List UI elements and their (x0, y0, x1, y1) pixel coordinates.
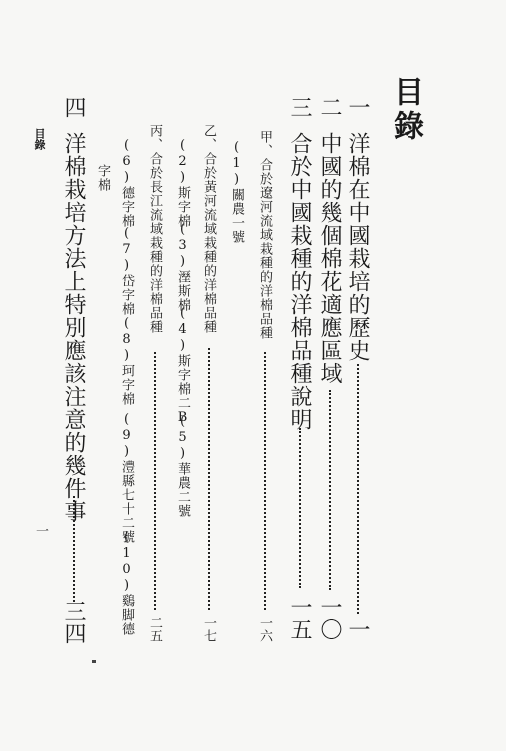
section-b-leader (208, 348, 210, 610)
chapter-4-title: 洋棉栽培方法上特別應該注意的幾件事 (61, 132, 86, 523)
variety-5: (5)華農二號 (175, 414, 190, 518)
folio: 一 (33, 524, 48, 538)
section-a-leader (264, 352, 266, 610)
variety-8: (8)珂字棉 (119, 316, 134, 406)
chapter-2-number: 二 (317, 96, 342, 118)
variety-10: (10)鷄脚德 (119, 530, 134, 636)
variety-6: (6)德字棉 (119, 138, 134, 228)
chapter-2-title: 中國的幾個棉花適應區域 (317, 132, 342, 385)
chapter-2-page: 一〇 (317, 596, 342, 640)
chapter-3-leader (299, 428, 301, 588)
chapter-4-number: 四 (61, 96, 86, 118)
variety-7: (7)岱字棉 (119, 226, 134, 316)
section-a-label: 甲、合於遼河流域栽種的洋棉品種 (257, 130, 272, 340)
variety-10-continuation: 字棉 (95, 164, 110, 192)
chapter-1-leader (357, 364, 359, 614)
chapter-1-page: 一 (345, 618, 370, 640)
page-title: 目錄 (388, 76, 423, 144)
chapter-3-number: 三 (287, 96, 312, 118)
chapter-3-page: 一五 (287, 596, 312, 640)
print-mark (92, 660, 96, 663)
section-b-page: 一七 (201, 616, 216, 642)
section-a-page: 一六 (257, 616, 272, 642)
variety-3: (3)溼斯棉 (175, 222, 190, 312)
chapter-1-number: 一 (345, 96, 370, 118)
chapter-1-title: 洋棉在中國栽培的歷史 (345, 132, 370, 362)
variety-4: (4)斯字棉二B (175, 306, 190, 426)
section-c-label: 丙、合於長江流域栽種的洋棉品種 (147, 124, 162, 334)
chapter-4-page: 三四 (61, 600, 86, 644)
chapter-4-leader (73, 496, 75, 602)
variety-9: (9)澧縣七十二號 (119, 412, 134, 544)
chapter-3-title: 合於中國栽種的洋棉品種說明 (287, 132, 312, 431)
running-head: 目錄 (33, 128, 46, 150)
section-b-label: 乙、合於黃河流域栽種的洋棉品種 (201, 124, 216, 334)
section-c-page: 二五 (147, 616, 162, 642)
variety-2: (2)斯字棉 (175, 138, 190, 228)
section-c-leader (154, 352, 156, 610)
variety-1: (1)關農一號 (229, 140, 244, 244)
chapter-2-leader (329, 390, 331, 590)
